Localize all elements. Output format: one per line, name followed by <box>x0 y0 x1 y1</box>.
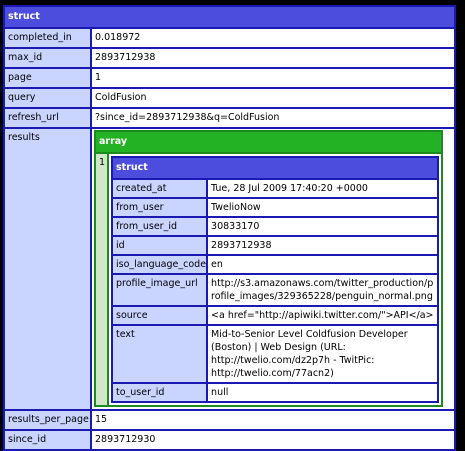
value-since-id: 2893712930 <box>92 431 454 449</box>
outer-struct-header[interactable]: struct <box>5 7 454 27</box>
value-results <box>92 129 454 409</box>
outer-struct-table <box>3 5 456 451</box>
key-source[interactable]: source <box>113 307 206 324</box>
value-query: ColdFusion <box>92 89 454 107</box>
value-page: 1 <box>92 69 454 87</box>
key-from-user[interactable]: from_user <box>113 199 206 216</box>
key-created-at[interactable]: created_at <box>113 180 206 197</box>
value-created-at: Tue, 28 Jul 2009 17:40:20 +0000 <box>208 180 437 197</box>
key-from-user-id[interactable]: from_user_id <box>113 218 206 235</box>
key-id[interactable]: id <box>113 237 206 254</box>
key-completed-in[interactable]: completed_in <box>5 29 90 47</box>
value-completed-in: 0.018972 <box>92 29 454 47</box>
inner-struct-header[interactable]: struct <box>113 158 437 178</box>
value-iso-language-code: en <box>208 256 437 273</box>
key-iso-language-code[interactable]: iso_language_code <box>113 256 206 273</box>
value-to-user-id: null <box>208 384 437 401</box>
array-index[interactable]: 1 <box>96 154 107 405</box>
value-from-user-id: 30833170 <box>208 218 437 235</box>
key-since-id[interactable]: since_id <box>5 431 90 449</box>
key-text[interactable]: text <box>113 326 206 382</box>
inner-struct-table <box>111 156 439 403</box>
array-item <box>109 154 441 405</box>
key-results[interactable]: results <box>5 129 90 409</box>
key-refresh-url[interactable]: refresh_url <box>5 109 90 127</box>
key-profile-image-url[interactable]: profile_image_url <box>113 275 206 305</box>
value-from-user: TwelioNow <box>208 199 437 216</box>
key-page[interactable]: page <box>5 69 90 87</box>
key-query[interactable]: query <box>5 89 90 107</box>
value-profile-image-url: http://s3.amazonaws.com/twitter_production/profile_images/329365228/penguin_normal.png <box>208 275 437 305</box>
value-refresh-url: ?since_id=2893712938&q=ColdFusion <box>92 109 454 127</box>
value-text: Mid-to-Senior Level Coldfusion Developer (Boston) | Web Design (URL: http://twelio.com/dz2p7h - TwitPic: http://twelio.com/77acn2) <box>208 326 437 382</box>
results-array-table <box>94 130 443 407</box>
key-to-user-id[interactable]: to_user_id <box>113 384 206 401</box>
key-max-id[interactable]: max_id <box>5 49 90 67</box>
value-max-id: 2893712938 <box>92 49 454 67</box>
array-header[interactable]: array <box>96 132 441 152</box>
value-results-per-page: 15 <box>92 411 454 429</box>
key-results-per-page[interactable]: results_per_page <box>5 411 90 429</box>
value-source: <a href="http://apiwiki.twitter.com/">API</a> <box>208 307 437 324</box>
value-id: 2893712938 <box>208 237 437 254</box>
